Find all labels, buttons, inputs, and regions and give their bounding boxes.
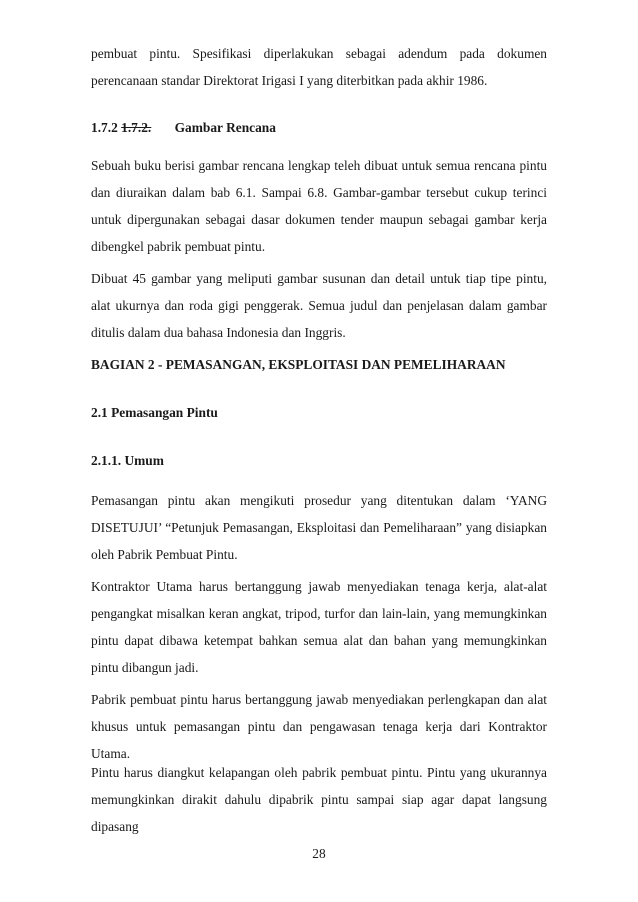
section-number-struck: 1.7.2. [121,120,152,135]
paragraph-kontraktor-utama: Kontraktor Utama harus bertanggung jawab menyediakan tenaga kerja, alat-alat pengangkat misalkan keran angkat, tripod, turfor dan lain-lain, yang memungkinkan pintu dapat dibawa ketempat bahkan semua alat dan bahan yang memungkinkan pintu dibangun jadi. [91,579,547,675]
paragraph-dibuat-45-gambar: Dibuat 45 gambar yang meliputi gambar susunan dan detail untuk tiap tipe pintu, alat ukurnya dan roda gigi penggerak. Semua judul dan penjelasan dalam gambar ditulis dalam dua bahasa Indonesia dan Inggris. [91,271,547,340]
page-number: 28 [312,846,326,861]
paragraph-pintu-diangkut: Pintu harus diangkut kelapangan oleh pabrik pembuat pintu. Pintu yang ukurannya memungkinkan dirakit dahulu dipabrik pintu sampai siap agar dapat langsung dipasang [91,765,547,834]
section-heading-1-7-2 [91,114,547,141]
paragraph-pemasangan-pintu: Pemasangan pintu akan mengikuti prosedur yang ditentukan dalam ‘YANG DISETUJUI’ “Petunjuk Pemasangan, Eksploitasi dan Pemeliharaan” yang disiapkan oleh Pabrik Pembuat Pintu. [91,493,547,562]
section-number [91,114,151,141]
chapter-heading-bagian-2: BAGIAN 2 - PEMASANGAN, EKSPLOITASI DAN PEMELIHARAAN [91,357,506,372]
section-heading-2-1: 2.1 Pemasangan Pintu [91,405,218,420]
section-title: Gambar Rencana [174,120,276,135]
section-number-text: 1.7.2 [91,120,118,135]
paragraph-gambar-rencana: Sebuah buku berisi gambar rencana lengkap teleh dibuat untuk semua rencana pintu dan diuraikan dalam bab 6.1. Sampai 6.8. Gambar-gambar tersebut cukup terinci untuk dipergunakan sebagai dasar dokumen tender maupun sebagai gambar kerja dibengkel pabrik pembuat pintu. [91,158,547,254]
paragraph-pabrik-pembuat: Pabrik pembuat pintu harus bertanggung jawab menyediakan perlengkapan dan alat khusus untuk pemasangan pintu dan pengawasan tenaga kerja dari Kontraktor Utama. [91,692,547,761]
section-heading-2-1-1: 2.1.1. Umum [91,453,164,468]
paragraph-intro-continuation: pembuat pintu. Spesifikasi diperlakukan sebagai adendum pada dokumen perencanaan standar Direktorat Irigasi I yang diterbitkan pada akhir 1986. [91,46,547,88]
